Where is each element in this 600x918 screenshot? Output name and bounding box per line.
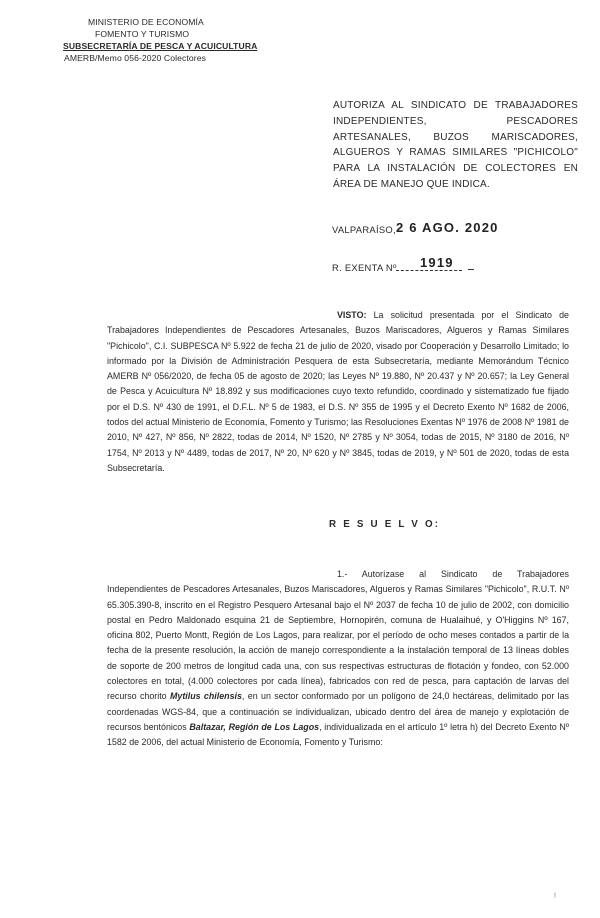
resolution-dash: [468, 269, 474, 270]
article-1-paragraph: [107, 567, 569, 751]
header-reference: AMERB/Memo 056-2020 Colectores: [64, 53, 206, 63]
header-ministry-sub: FOMENTO Y TURISMO: [95, 29, 190, 39]
page-corner-mark: f: [554, 893, 556, 900]
visto-text: La solicitud presentada por el Sindicato de Trabajadores Independientes de Pescadores Artesanales, Buzos Mariscadores, Algueros y Ramas Similares "Pichicolo", C.I. SUBPESCA Nº 5.922 de fecha 21 de julio de 2020, visado por Cooperación y Desarrollo Limitado; lo informado por la División de Administración Pesquera de esta Subsecretaría, mediante Memorándum Técnico AMERB Nº 056/2020, de fecha 05 de agosto de 2020; las Leyes Nº 19.880, Nº 20.437 y Nº 20.657; la Ley General de Pesca y Acuicultura Nº 18.892 y sus modificaciones cuyo texto refundido, coordinado y sistematizado fue fijado por el D.S. Nº 430 de 1991, el D.F.L. Nº 5 de 1983, el D.S. Nº 355 de 1995 y el Decreto Exento Nº 1682 de 2006, todos del actual Ministerio de Economía, Fomento y Turismo; las Resoluciones Exentas Nº 1976 de 2008 Nº 1981 de 2010, Nº 427, Nº 856, Nº 2822, todas de 2014, Nº 1520, Nº 2785 y Nº 3054, todas de 2015, Nº 3180 de 2016, Nº 1754, Nº 2013 y Nº 4489, todas de 2017, Nº 20, Nº 620 y Nº 3845, todas de 2019, y Nº 501 de 2020, todas de esta Subsecretaría.: [107, 310, 569, 473]
article-1-text-b: , en un sector conformado por un polígono de 24,0 hectáreas, delimitado por las coordenadas WGS-84, que a continuación se individualizan, ubicado dentro del área de manejo y explotación de recursos bentónicos: [107, 691, 569, 732]
resolution-number: 1919: [420, 255, 454, 270]
date-stamp: 2 6 AGO. 2020: [396, 220, 499, 235]
resolution-underline: [396, 270, 462, 271]
header-ministry: MINISTERIO DE ECONOMÍA: [88, 17, 204, 27]
resuelvo-heading: R E S U E L V O:: [329, 519, 441, 530]
visto-lead: VISTO:: [337, 310, 367, 320]
article-1-text-a: 1.- Autorízase al Sindicato de Trabajadores Independientes de Pescadores Artesanales, Buzos Mariscadores, Algueros y Ramas Similares "Pichicolo", R.U.T. Nº 65.305.390-8, inscrito en el Registro Pesquero Artesanal bajo el Nº 2037 de fecha 10 de julio de 2002, con domicilio postal en Pedro Maldonado esquina 21 de Septiembre, Hornopirén, comuna de Hualaihué, y O'Higgins Nº 167, oficina 802, Puerto Montt, Región de Los Lagos, para realizar, por el período de ocho meses contados a partir de la fecha de la presente resolución, la acción de manejo correspondiente a la instalación temporal de 13 líneas dobles de soporte de 200 metros de longitud cada una, con sus respectivas estructuras de flotación y fondeo, con 52.000 colectores en total, (4.000 colectores por cada línea), fabricados con red de pesca, para captación de larvas del recurso chorito: [107, 569, 569, 702]
visto-paragraph: [107, 308, 569, 476]
species-name: Mytilus chilensis: [169, 691, 242, 702]
area-name: Baltazar, Región de Los Lagos: [189, 721, 320, 732]
resolution-label: R. EXENTA Nº: [332, 262, 397, 273]
document-title: AUTORIZA AL SINDICATO DE TRABAJADORES INDEPENDIENTES, PESCADORES ARTESANALES, BUZOS MARISCADORES, ALGUEROS Y RAMAS SIMILARES "PICHICOLO" PARA LA INSTALACIÓN DE COLECTORES EN ÁREA DE MANEJO QUE INDICA.: [333, 100, 578, 190]
place-label: VALPARAÍSO,: [332, 224, 396, 235]
article-1-text-c: , individualizada en el artículo 1º letra h) del Decreto Exento Nº 1582 de 2006, del actual Ministerio de Economía, Fomento y Turismo:: [107, 721, 570, 748]
header-subsecretaria: SUBSECRETARÍA DE PESCA Y ACUICULTURA: [63, 41, 258, 51]
